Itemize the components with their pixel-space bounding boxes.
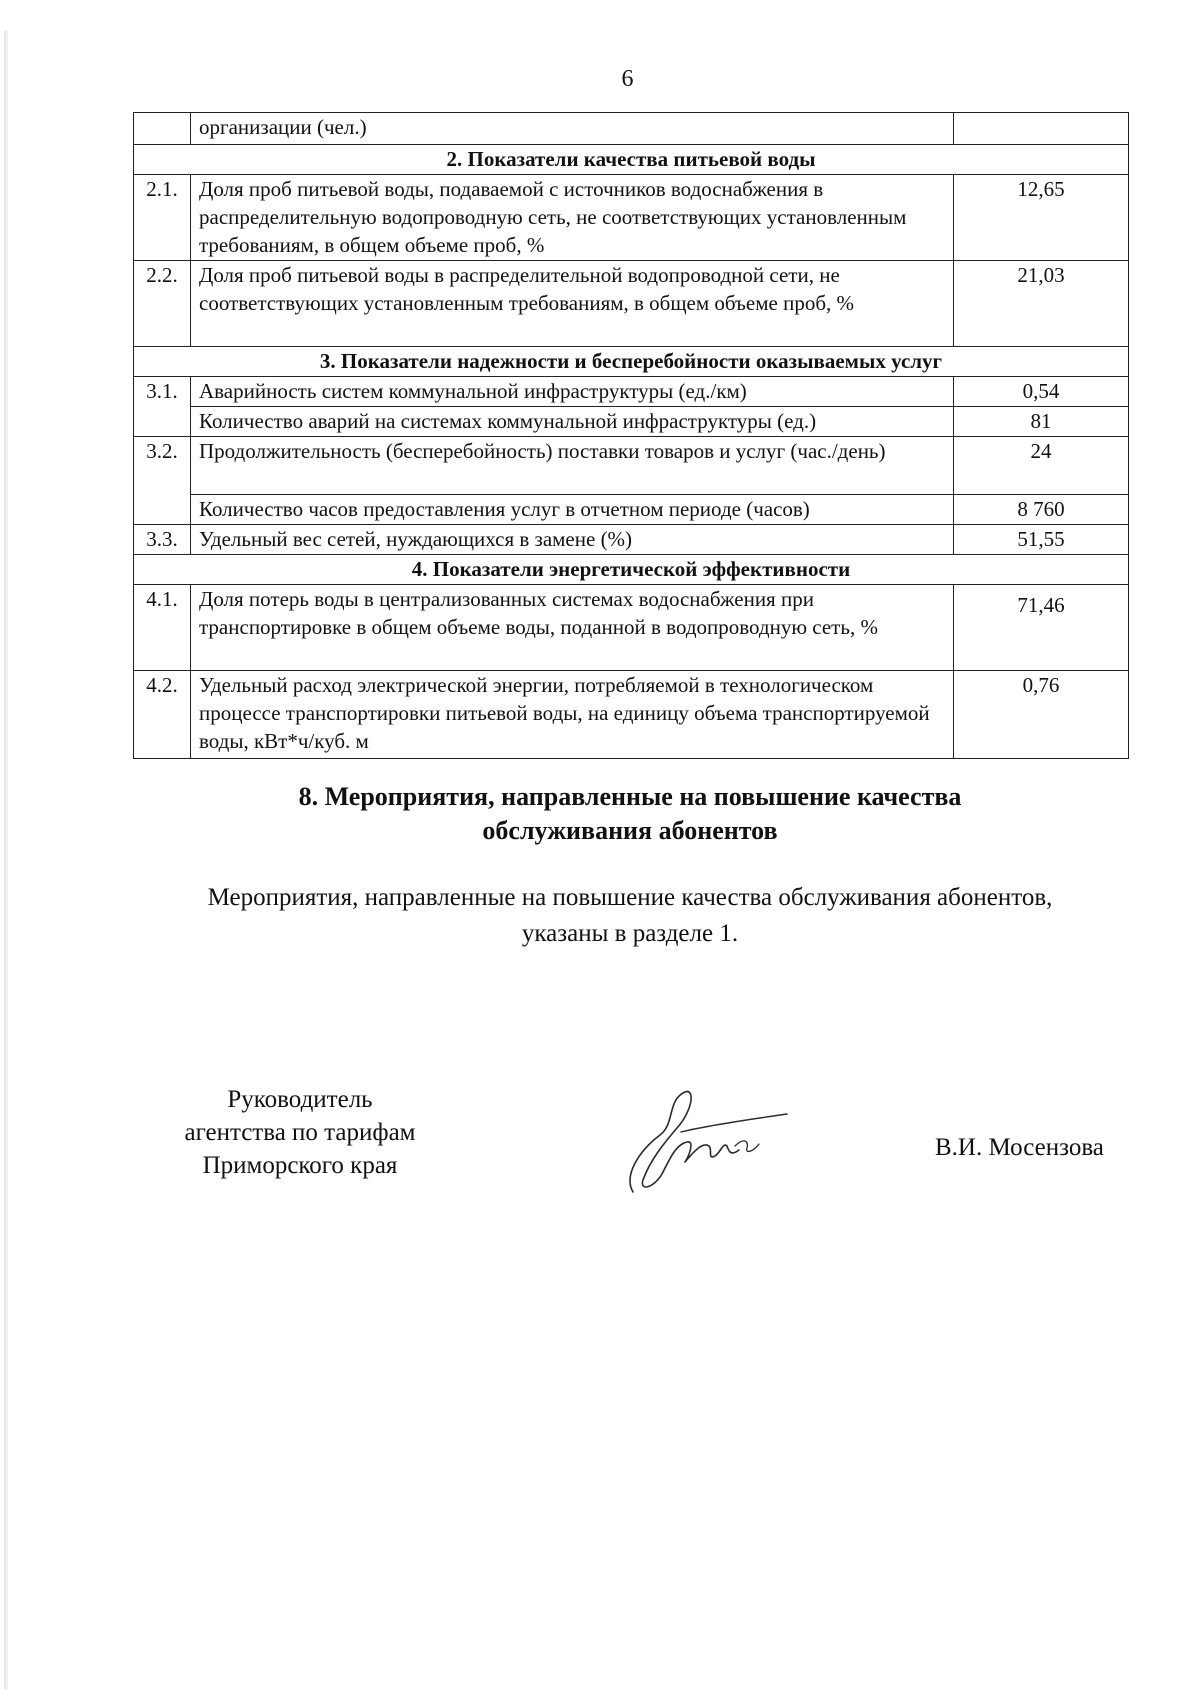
- section-row: [134, 145, 1129, 175]
- row-number: 3.2.: [134, 437, 191, 525]
- table-row: [134, 113, 1129, 145]
- indicators-table: [133, 112, 1129, 759]
- row-text: Доля проб питьевой воды в распределительной водопроводной сети, не соответствующих установленным требованиям, в общем объеме проб, %: [191, 261, 954, 347]
- row-text: организации (чел.): [191, 113, 954, 145]
- row-text: Количество аварий на системах коммунальной инфраструктуры (ед.): [191, 407, 954, 437]
- row-text: Количество часов предоставления услуг в отчетном периоде (часов): [191, 495, 954, 525]
- sub-row: [134, 495, 1129, 525]
- row-value: 24: [954, 437, 1129, 495]
- row-value: 12,65: [954, 175, 1129, 261]
- signatory-name: В.И. Мосензова: [935, 1134, 1104, 1161]
- row-number: 3.3.: [134, 525, 191, 555]
- section-heading: 3. Показатели надежности и бесперебойности оказываемых услуг: [134, 347, 1129, 377]
- handwritten-signature: [615, 1080, 795, 1200]
- position-line: агентства по тарифам: [184, 1119, 416, 1146]
- row-text: Удельный вес сетей, нуждающихся в замене (%): [191, 525, 954, 555]
- row-text: Аварийность систем коммунальной инфраструктуры (ед./км): [191, 377, 954, 407]
- sub-row: [134, 407, 1129, 437]
- row-value: 0,54: [954, 377, 1129, 407]
- position-line: Руководитель: [227, 1086, 373, 1113]
- row-value: 8 760: [954, 495, 1129, 525]
- row-value: 51,55: [954, 525, 1129, 555]
- row-value: 71,46: [954, 585, 1129, 671]
- row-value: 81: [954, 407, 1129, 437]
- paragraph-line: Мероприятия, направленные на повышение качества обслуживания абонентов,: [207, 884, 1053, 911]
- row-text: Продолжительность (бесперебойность) поставки товаров и услуг (час./день): [191, 437, 954, 495]
- signatory-position: [150, 1083, 450, 1182]
- row-text: Удельный расход электрической энергии, потребляемой в технологическом процессе транспортировки питьевой воды, на единицу объема транспортируемой воды, кВт*ч/куб. м: [191, 671, 954, 759]
- row-number: [134, 113, 191, 145]
- heading-line: обслуживания абонентов: [482, 816, 778, 845]
- row-value: [954, 113, 1129, 145]
- scan-edge: [4, 30, 8, 1690]
- section-heading: 2. Показатели качества питьевой воды: [134, 145, 1129, 175]
- row-number: 3.1.: [134, 377, 191, 437]
- row-text: Доля проб питьевой воды, подаваемой с источников водоснабжения в распределительную водопроводную сеть, не соответствующих установленным требованиям, в общем объеме проб, %: [191, 175, 954, 261]
- section-heading: 4. Показатели энергетической эффективности: [134, 555, 1129, 585]
- table-row: [134, 437, 1129, 495]
- section-row: [134, 347, 1129, 377]
- section-row: [134, 555, 1129, 585]
- row-number: 4.1.: [134, 585, 191, 671]
- table-row: [134, 261, 1129, 347]
- row-number: 2.1.: [134, 175, 191, 261]
- position-line: Приморского края: [202, 1152, 398, 1179]
- row-text: Доля потерь воды в централизованных системах водоснабжения при транспортировке в общем объеме воды, поданной в водопроводную сеть, %: [191, 585, 954, 671]
- row-number: 4.2.: [134, 671, 191, 759]
- row-value: 0,76: [954, 671, 1129, 759]
- table-row: [134, 671, 1129, 759]
- page-number: 6: [621, 66, 634, 92]
- table-row: [134, 585, 1129, 671]
- heading-line: 8. Мероприятия, направленные на повышение качества: [298, 782, 962, 811]
- paragraph-line: указаны в разделе 1.: [521, 920, 739, 947]
- table-row: [134, 377, 1129, 407]
- section-8-paragraph: [130, 880, 1130, 952]
- section-8-heading: [150, 780, 1110, 848]
- table-row: [134, 525, 1129, 555]
- table-row: [134, 175, 1129, 261]
- row-value: 21,03: [954, 261, 1129, 347]
- row-number: 2.2.: [134, 261, 191, 347]
